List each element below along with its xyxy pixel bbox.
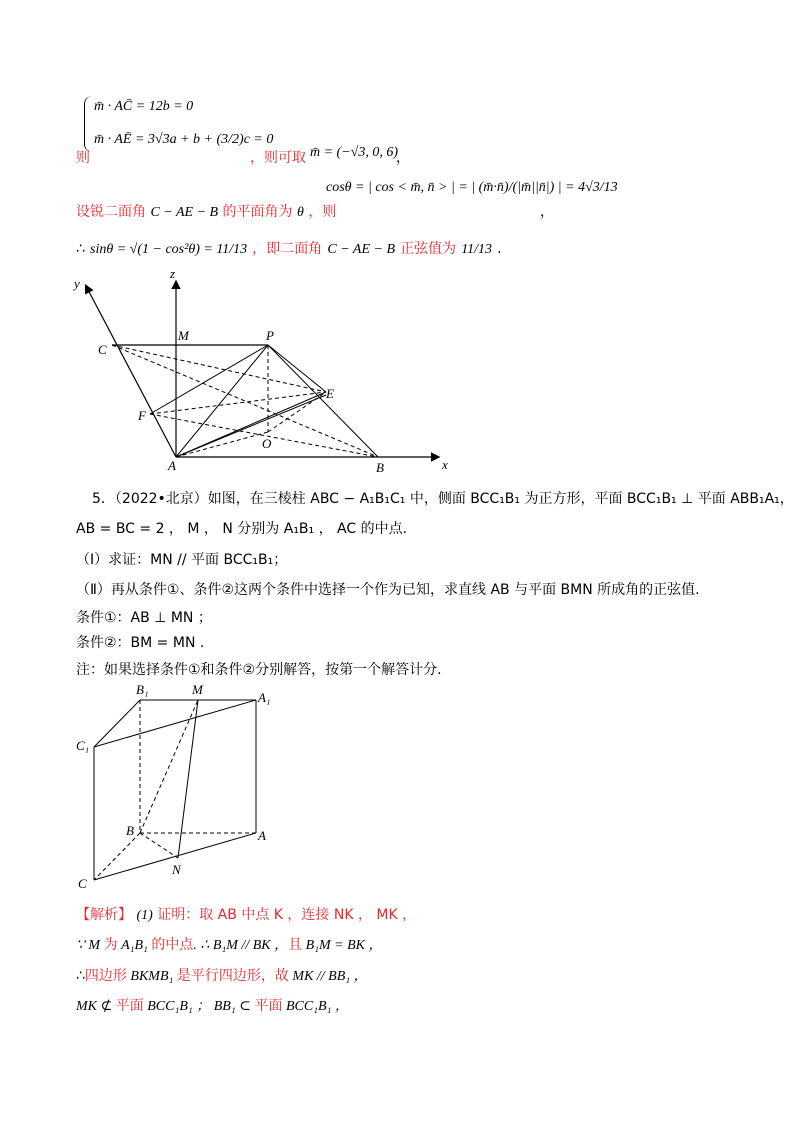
solution-line4 [76,996,349,1017]
text-segment: ，则 [308,204,337,220]
label-x: x [442,457,448,472]
solution-tag: 【解析】 [76,907,132,923]
label-A: A [168,458,176,473]
comma: ， [540,204,554,220]
m-vector-value: m̄ = (−√3, 0, 6) [310,145,399,160]
label-A: A [258,828,266,843]
label-C: C [78,876,87,891]
equation-2: m̄ · AĒ = 3√3a + b + (3/2)c = 0 [94,132,274,147]
text-segment: 四边形 [84,968,127,984]
label-N: N [172,862,181,877]
angle-name: C − AE − B [150,205,219,220]
y-axis [86,286,176,457]
condition-1: 条件①：AB ⊥ MN ； [76,610,212,626]
problem-5-part2: （Ⅱ）再从条件①、条件②这两个条件中选择一个作为已知，求直线 AB 与平面 BMN 所成角的正弦值. [76,582,700,598]
math-segment: MK ⊄ [76,999,116,1014]
text-segment: 的平面角为 [222,204,293,220]
solution-line3 [76,966,368,987]
sin-line [76,238,502,258]
text-segment: 平面 [254,998,283,1014]
label-P: P [266,328,274,343]
problem-5-part1: （Ⅰ）求证：MN // 平面 BCC₁B₁； [76,552,288,568]
label-C: C [98,342,107,357]
label-y: y [74,276,80,291]
label-B: B [126,823,134,838]
problem-5-line1: 5．（2022•北京）如图，在三棱柱 ABC − A₁B₁C₁ 中，侧面 BCC₁B₁ 为正方形，平面 BCC₁B₁ ⊥ 平面 ABB₁A₁， [92,491,794,507]
label-O: O [262,436,272,451]
math-segment: . ∴ B₁M // BK ， [193,938,289,953]
text-segment: 且 [288,937,303,953]
label-M: M [192,682,203,697]
solution-line1 [76,905,416,926]
then-take-label: ，则可取 [250,150,306,166]
equation-brace [84,96,93,152]
math-segment: BCC₁B₁ ； BB₁ ⊂ [143,999,255,1014]
math-segment: B₁M = BK ， [302,938,383,953]
label-C1: C₁ [76,738,90,753]
text-segment: 设锐二面角 [76,204,146,220]
therefore-symbol: ∴ [76,241,85,257]
theta-symbol: θ [297,205,304,220]
math-segment: MK // BB₁ ， [288,969,368,984]
figure-1-coordinate-diagram [60,262,460,477]
condition-2: 条件②：BM = MN . [76,635,205,651]
cos-formula: cosθ = | cos < m̄, n̄ > | = | (m̄·n̄)/(|m̄||n̄|) | = 4√3/13 [326,180,618,195]
label-A1: A₁ [258,690,271,705]
problem-5-line2: AB = BC = 2 ， M ， N 分别为 A₁B₁ ， AC 的中点. [76,521,408,537]
text-segment: 是平行四边形，故 [176,968,289,984]
math-segment: BCC₁B₁ ， [282,999,349,1014]
dihedral-intro [76,201,336,221]
label-B: B [376,460,384,475]
math-segment: BKMB₁ [126,969,177,984]
comma: ， [396,150,410,166]
text-segment: 正弦值为 [400,241,457,257]
text-segment: 的中点 [151,937,194,953]
label-E: E [326,386,334,401]
math-segment: A₁B₁ [117,938,152,953]
text-segment: 为 [103,937,118,953]
note: 注：如果选择条件①和条件②分别解答，按第一个解答计分. [76,662,442,678]
sine-value: 11/13 [461,242,493,257]
label-M: M [178,328,189,343]
part-number: (1) [136,908,153,923]
solution-line2 [76,935,383,956]
equation-1: m̄ · AC̄ = 12b = 0 [94,99,194,114]
label-z: z [170,266,176,281]
label-B1: B₁ [136,682,149,697]
therefore-symbol: ∴ [76,968,85,984]
text-segment: ，即二面角 [252,241,323,257]
sin-formula: sinθ = √(1 − cos²θ) = 11/13 [90,242,248,257]
text-segment: 平面 [115,998,144,1014]
solution-text: 证明：取 AB 中点 K ，连接 NK ， MK ， [157,907,417,923]
then-label: 则 [76,150,90,166]
figure-2-prism [70,680,290,895]
angle-name: C − AE − B [327,242,395,257]
label-F: F [138,408,146,423]
period: . [497,241,502,257]
math-segment: ∵ M [76,938,104,953]
